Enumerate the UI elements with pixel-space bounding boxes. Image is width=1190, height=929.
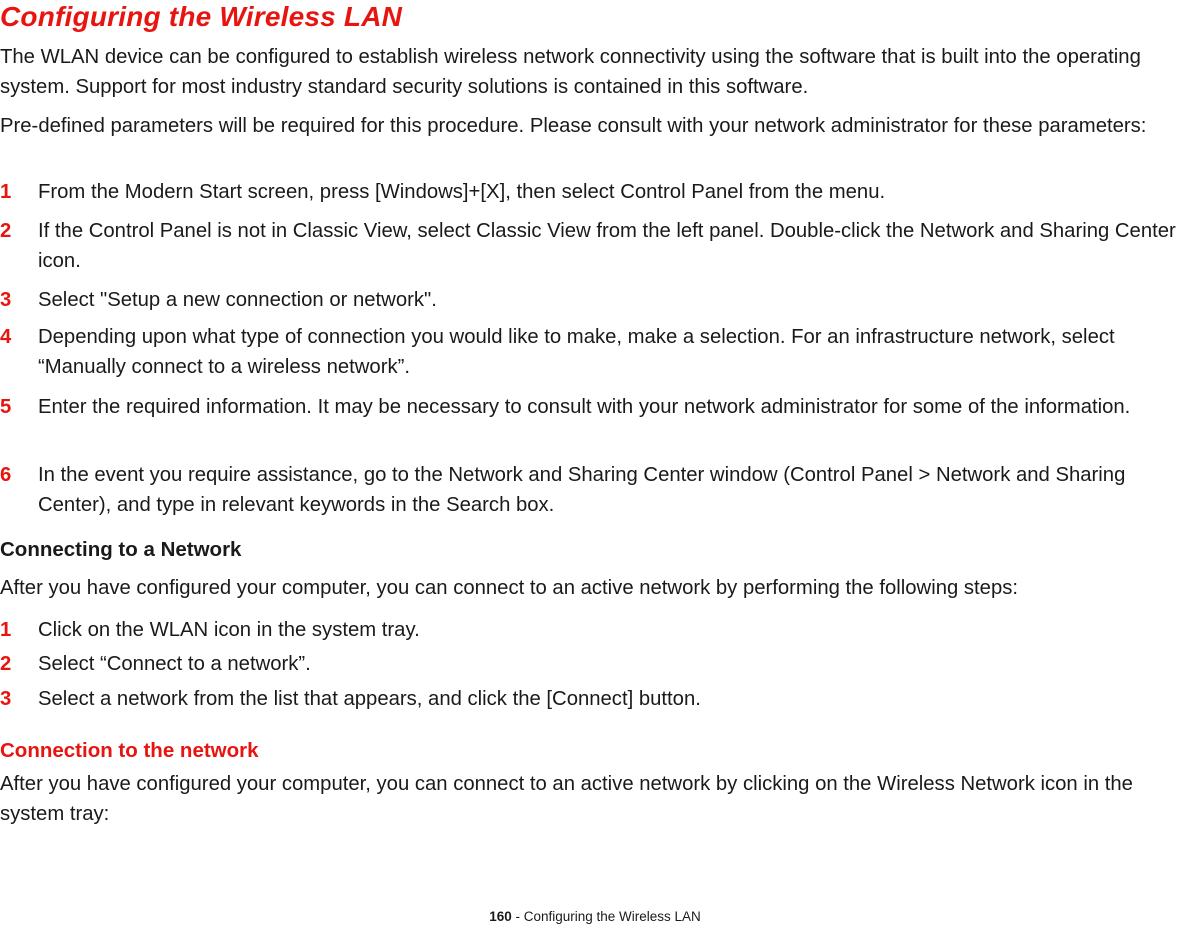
step-number: 4 — [0, 326, 12, 348]
step-number: 2 — [0, 220, 12, 242]
step-text: Enter the required information. It may be necessary to consult with your network administrator for some of the information. — [38, 396, 1131, 418]
list-item — [0, 177, 1188, 207]
step-text: Select "Setup a new connection or network". — [38, 289, 437, 311]
section-heading: Connecting to a Network — [0, 538, 242, 561]
list-item — [0, 460, 1188, 520]
step-number: 5 — [0, 396, 12, 418]
section-heading: Connection to the network — [0, 739, 259, 762]
step-text: Depending upon what type of connection you would like to make, make a selection. For an infrastructure network, select “Manually connect to a wireless network”. — [38, 326, 1115, 378]
list-item — [0, 392, 1188, 422]
list-item — [0, 684, 1188, 714]
step-text: Click on the WLAN icon in the system tray. — [38, 619, 420, 641]
page-number: 160 — [489, 909, 512, 924]
section-paragraph: After you have configured your computer, you can connect to an active network by clicking on the Wireless Network icon in the system tray: — [0, 773, 1133, 825]
step-number: 1 — [0, 181, 12, 203]
page-footer — [0, 908, 1190, 926]
intro-paragraph: Pre-defined parameters will be required for this procedure. Please consult with your network administrator for these parameters: — [0, 115, 1147, 137]
step-number: 3 — [0, 289, 12, 311]
intro-paragraph: The WLAN device can be configured to establish wireless network connectivity using the software that is built into the operating system. Support for most industry standard security solutions is contained in this software. — [0, 46, 1141, 98]
footer-section-title: Configuring the Wireless LAN — [523, 909, 701, 924]
step-text: Select “Connect to a network”. — [38, 653, 311, 675]
footer-separator: - — [511, 909, 524, 924]
step-text: If the Control Panel is not in Classic View, select Classic View from the left panel. Double-click the Network and Sharing Center icon. — [38, 220, 1176, 272]
step-number: 1 — [0, 619, 12, 641]
step-text: Select a network from the list that appears, and click the [Connect] button. — [38, 688, 701, 710]
step-text: From the Modern Start screen, press [Windows]+[X], then select Control Panel from the menu. — [38, 181, 886, 203]
step-number: 2 — [0, 653, 12, 675]
list-item — [0, 649, 1188, 679]
list-item — [0, 322, 1188, 382]
list-item — [0, 216, 1188, 276]
section-paragraph: After you have configured your computer, you can connect to an active network by performing the following steps: — [0, 577, 1019, 599]
step-text: In the event you require assistance, go to the Network and Sharing Center window (Control Panel > Network and Sharing Center), and type in relevant keywords in the Search box. — [38, 464, 1126, 516]
page-title: Configuring the Wireless LAN — [0, 1, 403, 32]
step-number: 6 — [0, 464, 12, 486]
list-item — [0, 285, 1188, 315]
list-item — [0, 615, 1188, 645]
step-number: 3 — [0, 688, 12, 710]
